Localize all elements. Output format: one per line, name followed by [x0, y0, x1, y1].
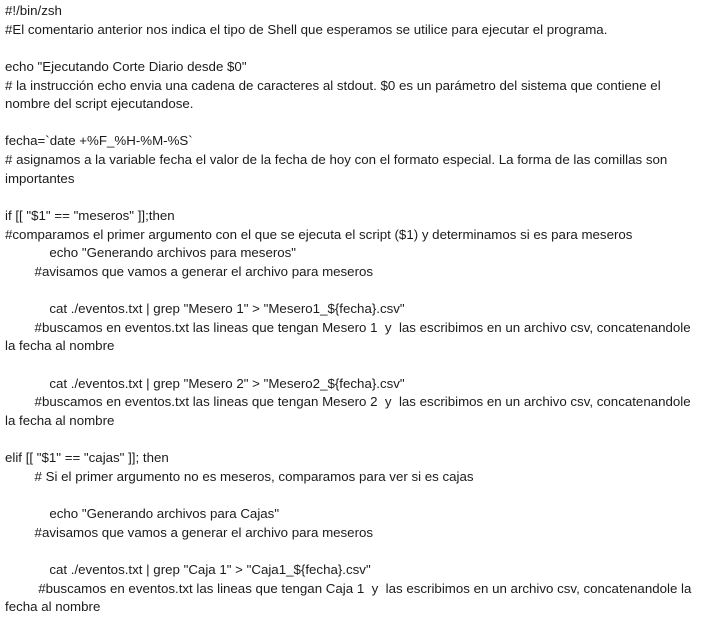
doc-line: echo "Generando archivos para meseros" — [5, 245, 297, 260]
doc-line: cat ./eventos.txt | grep "Mesero 1" > "Mesero1_${fecha}.csv" — [5, 301, 405, 316]
doc-line: #El comentario anterior nos indica el tipo de Shell que esperamos se utilice para ejecutar el programa. — [5, 22, 608, 37]
doc-line: elif [[ "$1" == "cajas" ]]; then — [5, 450, 169, 465]
doc-line: cat ./eventos.txt | grep "Caja 1" > "Caja1_${fecha}.csv" — [5, 562, 371, 577]
doc-line: cat ./eventos.txt | grep "Mesero 2" > "Mesero2_${fecha}.csv" — [5, 376, 405, 391]
doc-line: #avisamos que vamos a generar el archivo para meseros — [5, 525, 374, 540]
doc-line: #comparamos el primer argumento con el que se ejecuta el script ($1) y determinamos si es para meseros — [5, 227, 633, 242]
doc-line: # asignamos a la variable fecha el valor de la fecha de hoy con el formato especial. La forma de las comillas son — [5, 152, 668, 167]
doc-line: echo "Ejecutando Corte Diario desde $0" — [5, 59, 247, 74]
doc-line: #buscamos en eventos.txt las lineas que tengan Caja 1 y las escribimos en un archivo csv, concatenandole la — [5, 581, 692, 596]
doc-line: #!/bin/zsh — [5, 3, 62, 18]
doc-line: fecha al nombre — [5, 599, 101, 614]
doc-line: la fecha al nombre — [5, 413, 115, 428]
doc-line: #avisamos que vamos a generar el archivo para meseros — [5, 264, 374, 279]
doc-line: if [[ "$1" == "meseros" ]];then — [5, 208, 175, 223]
doc-line: # Si el primer argumento no es meseros, comparamos para ver si es cajas — [5, 469, 474, 484]
doc-line: # la instrucción echo envia una cadena de caracteres al stdout. $0 es un parámetro del sistema que contiene el — [5, 78, 661, 93]
doc-line: #buscamos en eventos.txt las lineas que tengan Mesero 2 y las escribimos en un archivo csv, concatenandole — [5, 394, 691, 409]
doc-line: fecha=`date +%F_%H-%M-%S` — [5, 133, 193, 148]
doc-line: #buscamos en eventos.txt las lineas que tengan Mesero 1 y las escribimos en un archivo csv, concatenandole — [5, 320, 691, 335]
doc-line: importantes — [5, 171, 75, 186]
doc-line: la fecha al nombre — [5, 338, 115, 353]
doc-line: nombre del script ejecutandose. — [5, 96, 194, 111]
doc-line: echo "Generando archivos para Cajas" — [5, 506, 280, 521]
